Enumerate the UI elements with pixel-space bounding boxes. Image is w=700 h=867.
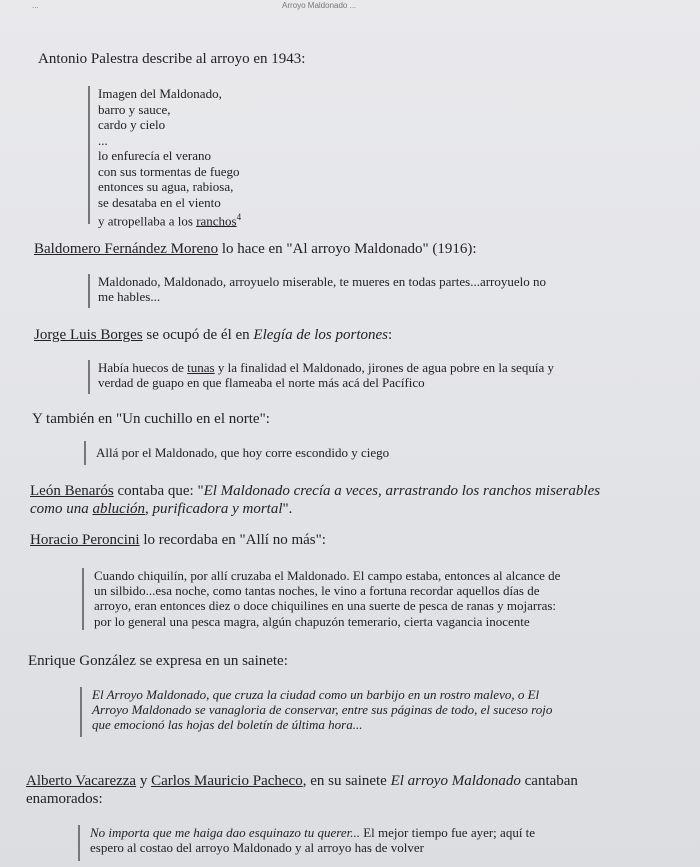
intro-text: cantaban xyxy=(520,773,578,789)
intro-text: contaba que: " xyxy=(113,483,204,499)
fernandez-quote xyxy=(88,274,546,308)
intro-text: se ocupó de él en xyxy=(142,327,254,343)
gonzalez-quote xyxy=(80,687,552,737)
intro-text: , en su sainete xyxy=(302,773,391,789)
work-title: El arroyo Maldonado xyxy=(390,773,521,789)
section-palestra-intro: Antonio Palestra describe al arroyo en 1943: xyxy=(38,51,306,67)
poem-line: con sus tormentas de fuego xyxy=(98,163,240,179)
page-header xyxy=(0,0,700,12)
poem-line: lo enfurecía el verano xyxy=(98,148,211,163)
palestra-poem xyxy=(88,86,242,229)
intro-text: lo hace en "Al arroyo Maldonado" (1916): xyxy=(218,241,477,257)
quote-line: me hables... xyxy=(98,289,161,305)
vacarezza-line: enamorados: xyxy=(26,791,103,807)
cuchillo-quote xyxy=(84,441,389,465)
footnote-marker[interactable]: 4 xyxy=(236,212,242,222)
poem-line: barro y sauce, xyxy=(98,101,171,117)
quote-text: ". xyxy=(282,501,293,517)
quote-text: El mejor tiempo fue ayer; aquí te xyxy=(359,825,536,840)
poem-line: ... xyxy=(98,132,108,148)
poem-line-last xyxy=(98,210,241,229)
quote-line: arroyo, eran entonces diez o doce chiquilines en una suerte de pesca de ranas y mojarras: xyxy=(94,598,557,614)
borges-quote xyxy=(88,360,554,394)
link-tunas[interactable]: tunas xyxy=(187,360,215,375)
intro-text: y xyxy=(136,773,152,789)
vacarezza-quote xyxy=(78,825,535,861)
vacarezza-line xyxy=(26,772,666,790)
section-benaros xyxy=(30,482,670,518)
quote-line: El Arroyo Maldonado, que cruza la ciudad como un barbijo en un rostro malevo, o El xyxy=(92,687,540,702)
header-right: Arroyo Maldonado ... xyxy=(282,1,357,10)
link-ablucion[interactable]: ablución xyxy=(92,501,145,517)
quote-text: y la finalidad el Maldonado, jirones de agua pobre en la sequía y xyxy=(214,360,554,375)
peroncini-quote xyxy=(82,568,560,630)
quote-text: El Maldonado crecía a veces, arrastrando los ranchos miserables xyxy=(203,483,601,499)
link-ranchos[interactable]: ranchos xyxy=(196,213,237,229)
quote-line xyxy=(90,825,535,840)
quote-line: Cuando chiquilín, por allí cruzaba el Maldonado. El campo estaba, entonces al alcance de xyxy=(94,568,561,583)
quote-text: Había huecos de xyxy=(98,360,188,375)
quote-line: Arroyo Maldonado se vanagloria de conservar, entre sus páginas de todo, el suceso rojo xyxy=(92,702,553,718)
author-link[interactable]: León Benarós xyxy=(30,483,114,499)
author-link[interactable]: Alberto Vacarezza xyxy=(26,773,137,789)
section-vacarezza xyxy=(26,772,666,808)
section-peroncini-intro xyxy=(30,531,326,549)
quote-line xyxy=(98,360,554,375)
author-link[interactable]: Carlos Mauricio Pacheco xyxy=(151,773,303,789)
quote-text: No importa que me haiga dao esquinazo tu querer... xyxy=(90,825,360,840)
intro-text: lo recordaba en "Allí no más": xyxy=(139,532,326,548)
quote-line: Maldonado, Maldonado, arroyuelo miserable, te mueres en todas partes...arroyuelo no xyxy=(98,274,546,289)
quote-line: verdad de guapo en que flameaba el norte más acá del Pacífico xyxy=(98,375,425,391)
poem-line: se desataba en el viento xyxy=(98,194,221,210)
quote-line: un silbido...esa noche, como tantas noches, le vino a fortuna recordar aquellos días de xyxy=(94,583,540,599)
header-left: ... xyxy=(32,1,39,10)
quote-line: espero al costao del arroyo Maldonado y al arroyo has de volver xyxy=(90,840,424,856)
section-gonzalez-intro: Enrique González se expresa en un sainete: xyxy=(28,653,288,669)
intro-text: : xyxy=(388,327,393,343)
poem-text: y atropellaba a los xyxy=(98,213,197,229)
section-cuchillo-intro: Y también en "Un cuchillo en el norte": xyxy=(32,411,270,427)
poem-line: Imagen del Maldonado, xyxy=(98,86,222,101)
section-fernandez-intro xyxy=(34,240,477,258)
quote-line: Allá por el Maldonado, que hoy corre escondido y ciego xyxy=(96,445,390,460)
author-link[interactable]: Baldomero Fernández Moreno xyxy=(34,241,219,257)
author-link[interactable]: Jorge Luis Borges xyxy=(34,327,143,343)
section-borges-intro xyxy=(34,326,392,344)
author-link[interactable]: Horacio Peroncini xyxy=(30,532,140,548)
quote-line: que emocionó las hojas del boletín de última hora... xyxy=(92,717,363,733)
poem-line: cardo y cielo xyxy=(98,117,166,132)
work-title: Elegía de los portones xyxy=(253,327,388,343)
quote-line: por lo general una pesca magra, algún chapuzón temerario, cierta vagancia inocente xyxy=(94,613,530,629)
benaros-line xyxy=(30,500,670,518)
poem-line: entonces su agua, rabiosa, xyxy=(98,179,234,194)
quote-text: , purificadora y mortal xyxy=(145,501,283,517)
quote-text: como una xyxy=(30,501,93,517)
benaros-line xyxy=(30,482,670,500)
